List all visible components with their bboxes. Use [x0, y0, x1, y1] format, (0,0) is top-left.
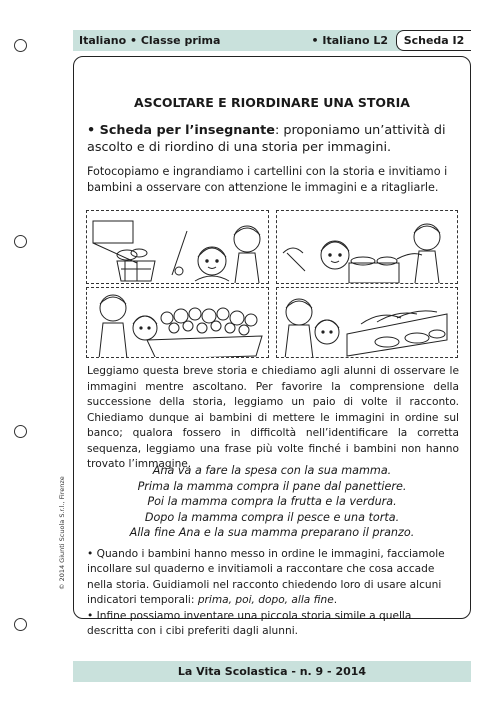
story-line-1: Ana va a fare la spesa con la sua mamma.: [152, 464, 392, 477]
paragraph-3: [87, 547, 459, 608]
header-sheet-label: Scheda I2: [396, 30, 471, 51]
paragraph-3-end: .: [333, 593, 338, 606]
copyright-credit: © 2014 Giunti Scuola S.r.l., Firenze: [58, 476, 66, 590]
paragraph-3-text: • Quando i bambini hanno messo in ordine le immagini, facciamole incollare sul quaderno e invitiamoli a raccontare che cosa accade nella storia. Guidiamoli nel racconto chiedendo loro di usare alcuni indicatori temporali:: [87, 548, 445, 606]
story-panel-market: [86, 287, 269, 358]
story-line-5: Alla fine Ana e la sua mamma preparano il pranzo.: [129, 526, 415, 539]
fish-cake-illustration: [277, 288, 458, 358]
paragraph-1: Fotocopiamo e ingrandiamo i cartellini con la storia e invitiamo i bambini a osservare con attenzione le immagini e a ritagliarle.: [87, 165, 448, 194]
intro-rest: : proponiamo un’attività di ascolto e di riordino di una storia per immagini.: [87, 123, 446, 155]
intro-bold: • Scheda per l’insegnante: [87, 123, 275, 138]
intro-paragraph: [87, 122, 457, 156]
header-subject-class: Italiano • Classe prima: [79, 34, 221, 47]
page-title: ASCOLTARE E RIORDINARE UNA STORIA: [134, 95, 410, 110]
story-line-3: Poi la mamma compra la frutta e la verdura.: [147, 495, 397, 508]
footer-text: La Vita Scolastica - n. 9 - 2014: [177, 665, 367, 678]
story-panel-cooking: [276, 210, 458, 284]
story-line-4: Dopo la mamma compra il pesce e una torta.: [144, 510, 400, 524]
temporal-indicators: prima, poi, dopo, alla fine: [197, 593, 334, 606]
binder-hole-2: [14, 235, 27, 248]
binder-hole-1: [14, 39, 27, 52]
cooking-illustration: [277, 211, 458, 284]
paragraph-4: • Infine possiamo inventare una piccola storia simile a quella descritta con i cibi preferiti dagli alunni.: [87, 610, 412, 638]
story-panel-fish-cake: [276, 287, 458, 358]
footer-bar: [73, 661, 471, 682]
binder-hole-3: [14, 425, 27, 438]
bakery-illustration: [87, 211, 269, 284]
story-panel-bakery: [86, 210, 269, 284]
header-italiano-l2: • Italiano L2: [311, 34, 388, 47]
market-illustration: [87, 288, 269, 358]
story-text: [87, 463, 457, 541]
story-line-2: Prima la mamma compra il pane dal panettiere.: [137, 479, 407, 493]
binder-hole-4: [14, 618, 27, 631]
paragraph-2: Leggiamo questa breve storia e chiediamo agli alunni di osservare le immagini mentre ascoltano. Per favorire la comprensione della successione della storia, leggiamo un paio di volte il racconto. Chiediamo dunque ai bambini di mettere le immagini in ordine sul banco; qualora fossero in difficoltà nell’identificare la corretta sequenza, leggiamo una frase più volte finché i bambini non hanno trovato l’immagine.: [87, 365, 459, 470]
header-bar: [73, 30, 471, 51]
